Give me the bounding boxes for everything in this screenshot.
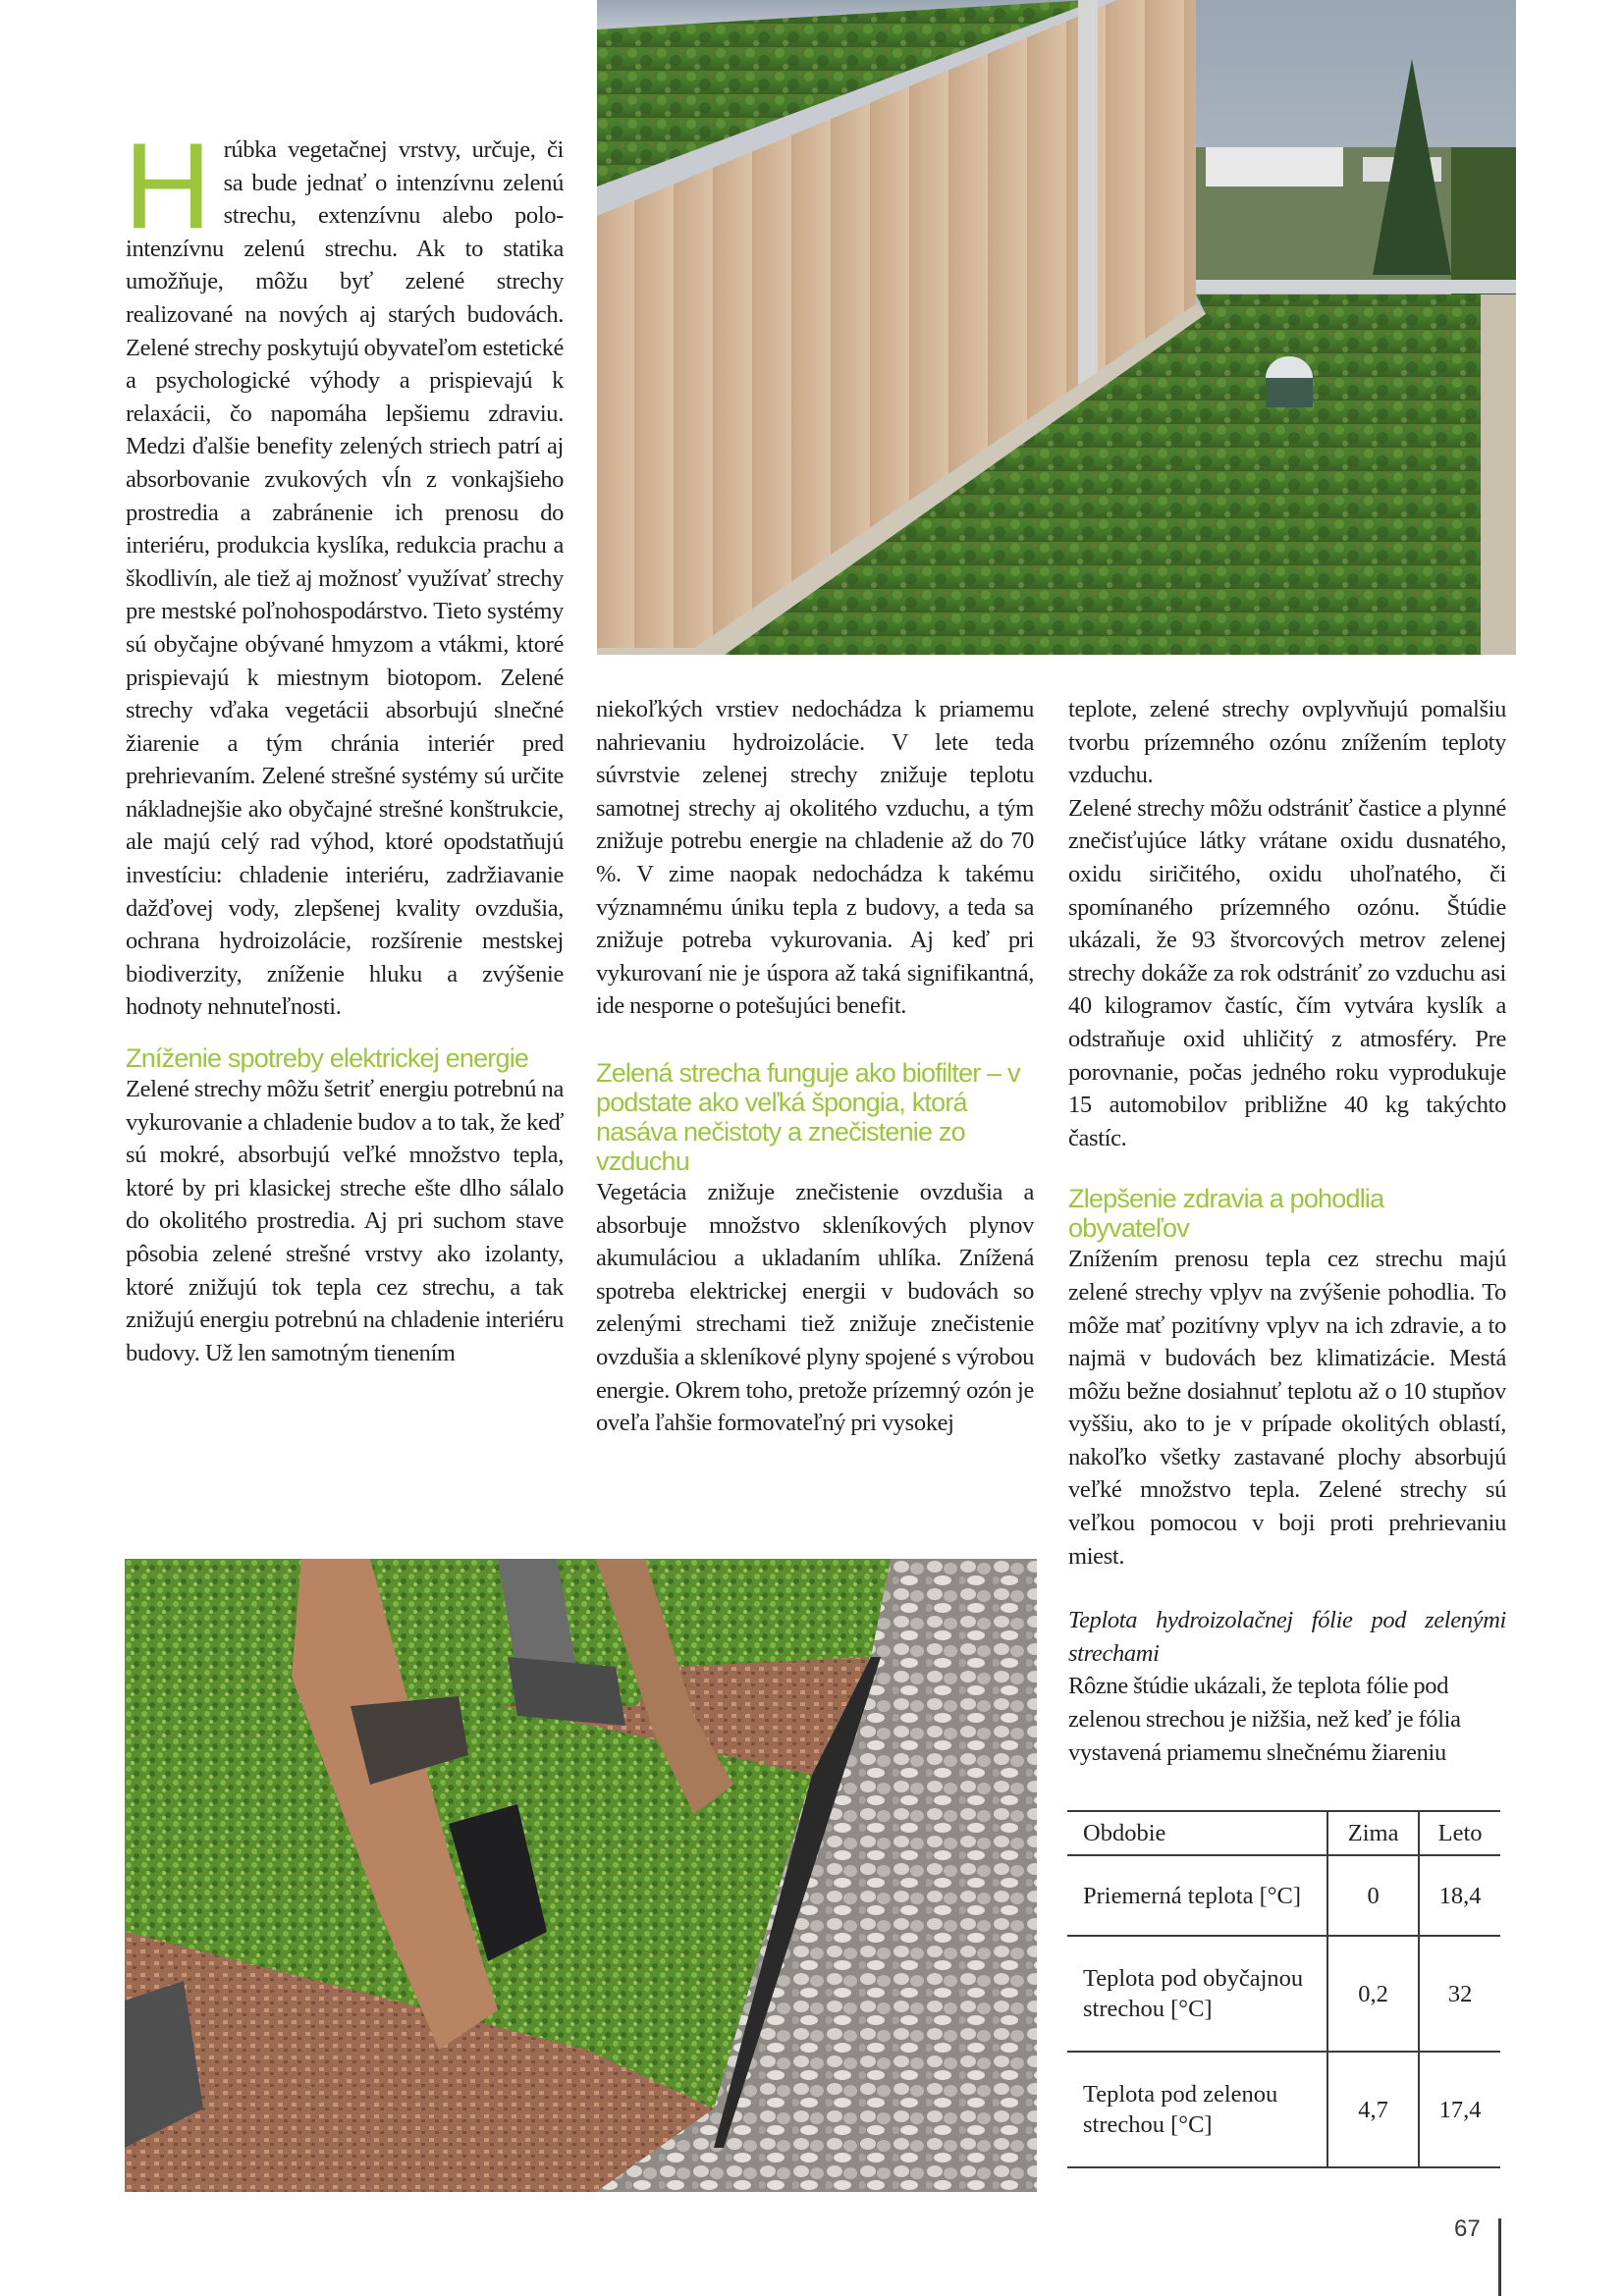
temperature-table [1067, 1810, 1500, 2168]
health-paragraph: Znížením prenosu tepla cez strechu majú zelené strechy vplyv na zvýšenie pohodlia. To môže mať pozitívny vplyv na ich zdravie, a to najmä v budovách bez klimatizácie. Mestá môžu bežne dosiahnuť teplotu až o 10 stupňov vyššiu, ako to je v prípade okolitých oblastí, nakoľko všetky zastavané plochy absorbujú veľké množstvo tepla. Zelené strechy sú veľkou pomocou v boji proti prehrievaniu miest. [1068, 1246, 1506, 1570]
table-cell-label: Teplota pod zelenou strechou [°C] [1067, 2052, 1327, 2167]
table-header-period: Obdobie [1067, 1811, 1327, 1855]
green-roof-photo [597, 0, 1516, 655]
article-column-3 [1068, 693, 1506, 1769]
drop-cap: H [124, 119, 212, 254]
table-cell-winter: 0,2 [1327, 1936, 1419, 2052]
biofilter-paragraph-part3: Zelené strechy môžu odstrániť častice a plynné znečisťujúce látky vrátane oxidu dusnatého, oxidu siričitého, oxidu uhoľnatého, či spomínaného prízemného ozónu. Štúdie ukázali, že 93 štvorcových metrov zelenej strechy dokáže za rok odstrániť zo vzduchu asi 40 kilogramov častíc, čím vytvára kyslík a odstraňuje oxid uhličitý z atmosféry. Pre porovnanie, počas jedného roku vyprodukuje 15 automobilov približne 40 kg takýchto častíc. [1068, 794, 1506, 1151]
intro-paragraph [124, 119, 564, 1024]
table-header-summer: Leto [1419, 1811, 1500, 1855]
table-cell-label: Teplota pod obyčajnou strechou [°C] [1067, 1936, 1327, 2052]
biofilter-paragraph-part2: teplote, zelené strechy ovplyvňujú pomalšiu tvorbu prízemného ozónu znížením teploty vzduchu. [1068, 696, 1506, 789]
heading-energy: Zníženie spotreby elektrickej energie [126, 1043, 529, 1074]
installing-vegetation-mat-photo [125, 1559, 1037, 2192]
table-row [1067, 1936, 1500, 2052]
table-cell-summer: 17,4 [1419, 2052, 1500, 2167]
table-header-winter: Zima [1327, 1811, 1419, 1855]
table-caption-text: Rôzne štúdie ukázali, že teplota fólie pod zelenou strechou je nižšia, než keď je fólia vystavená priamemu slnečnému žiareniu [1068, 1673, 1461, 1766]
heading-health: Zlepšenie zdravia a pohodlia obyvateľov [1068, 1184, 1384, 1244]
biofilter-paragraph-part1: Vegetácia znižuje znečistenie ovzdušia a absorbuje množstvo skleníkových plynov akumuláciou a ukladaním uhlíka. Znížená spotreba elektrickej energii v budovách so zelenými strechami tiež znižuje znečistenie ovzdušia a skleníkové plyny spojené s výrobou energie. Okrem toho, pretože prízemný ozón je oveľa ľahšie formovateľný pri vysokej [596, 1178, 1034, 1437]
article-column-1 [124, 119, 564, 1369]
table-cell-summer: 32 [1419, 1936, 1500, 2052]
energy-paragraph-part2: niekoľkých vrstiev nedochádza k priamemu nahrievaniu hydroizolácie. V lete teda súvrstvie zelenej strechy znižuje teplotu samotnej strechy aj okolitého vzduchu, a tým znižuje potrebu energie na chladenie až do 70 %. V zime naopak nedochádza k takému významnému úniku tepla z budovy, a teda sa znižuje potreba vykurovania. Aj keď pri vykurovaní nie je úspora až taká signifikantná, ide nesporne o potešujúci benefit. [596, 696, 1034, 1020]
article-column-2 [596, 693, 1034, 1440]
page-number: 67 [1454, 2216, 1481, 2242]
table-cell-label: Priemerná teplota [°C] [1067, 1855, 1327, 1936]
energy-paragraph-part1: Zelené strechy môžu šetriť energiu potrebnú na vykurovanie a chladenie budov a to tak, že keď sú mokré, absorbujú veľké množstvo tepla, ktoré by pri klasickej streche ešte dlho sálalo do okolitého prostredia. Aj pri suchom stave pôsobia zelené strešné vrstvy ako izolanty, ktoré znižujú tok tepla cez strechu, a tak znižujú energiu potrebnú na chladenie interiéru budovy. Už len samotným tienením [126, 1076, 564, 1366]
intro-text: rúbka vegetačnej vrstvy, určuje, či sa bude jednať o intenzívnu zelenú strechu, extenzívnu alebo polo-intenzívnu zelenú strechu. Ak to statika umožňuje, môžu byť zelené strechy realizované na nových aj starých budovách. Zelené strechy poskytujú obyvateľom estetické a psychologické výhody a prispievajú k relaxácii, čo napomáha lepšiemu zdraviu. Medzi ďalšie benefity zelených striech patrí aj absorbovanie zvukových vĺn z vonkajšieho prostredia a zabránenie ich prenosu do interiéru, produkcia kyslíka, redukcia prachu a škodlivín, ale tiež aj možnosť využívať strechy pre mestské poľnohospodárstvo. Tieto systémy sú obyčajne obývané hmyzom a vtákmi, ktoré prispievajú k miestnym biotopom. Zelené strechy vďaka vegetácii absorbujú slnečné žiarenie a tým chránia interiér pred prehrievaním. Zelené strešné systémy sú určite nákladnejšie ako obyčajné strešné konštrukcie, ale majú celý rad výhod, ktoré opodstatňujú investíciu: chladenie interiéru, zadržiavanie dažďovej vody, zlepšenej kvality ovzdušia, ochrana hydroizolácie, rozšírenie mestskej biodiverzity, zníženie hluku a zvýšenie hodnoty nehnuteľnosti. [126, 136, 564, 1021]
table-cell-winter: 4,7 [1327, 2052, 1419, 2167]
table-cell-summer: 18,4 [1419, 1855, 1500, 1936]
page-number-rule [1498, 2218, 1501, 2296]
table-row [1067, 1855, 1500, 1936]
heading-biofilter: Zelená strecha funguje ako biofilter – v podstate ako veľká špongia, ktorá nasáva nečistoty a znečistenie zo vzduchu [596, 1057, 1020, 1176]
table-caption-title: Teplota hydroizolačnej fólie pod zelenými strechami [1068, 1607, 1506, 1667]
table-header-row [1067, 1811, 1500, 1855]
table-cell-winter: 0 [1327, 1855, 1419, 1936]
table-row [1067, 2052, 1500, 2167]
